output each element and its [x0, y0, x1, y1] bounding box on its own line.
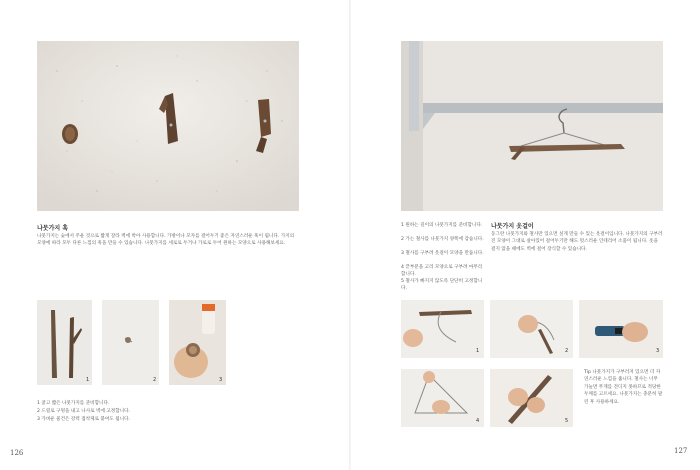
step3-number: 3: [219, 377, 223, 383]
right-intro-step-3: 3 철사를 구부려 옷걸이 모양을 만듭니다.: [401, 251, 484, 256]
right-intro-step-1: 1 원하는 길이의 나뭇가지를 준비합니다.: [401, 223, 483, 228]
hooks-on-wall-photo: [37, 41, 299, 211]
right-intro-step-5: 5 철사가 빠지지 않도록 단단히 고정합니다.: [401, 279, 483, 292]
step1-hanger-photo: [401, 300, 484, 358]
right-intro-step-2: 2 가는 철사를 나뭇가지 양쪽에 감습니다.: [401, 237, 484, 242]
step2-number: 2: [153, 377, 157, 383]
left-caption-3: 3 가벼운 물건은 강력 접착제로 붙여도 됩니다.: [37, 417, 131, 422]
hanger-step3-number: 3: [656, 348, 660, 354]
hanger-on-shelf-photo: [401, 41, 663, 211]
right-intro-step-4: 4 끝부분을 고리 모양으로 구부려 마무리합니다.: [401, 265, 483, 278]
hooks-illustration: [37, 41, 299, 211]
step5-hanger-photo: [490, 369, 573, 427]
step4-hanger-photo: [401, 369, 484, 427]
left-caption-2: 2 드릴로 구멍을 내고 나사로 벽에 고정합니다.: [37, 409, 131, 414]
right-page-number: 127: [674, 447, 688, 455]
step3-hanger-photo: [579, 300, 663, 358]
hanger-step1-number: 1: [476, 348, 480, 354]
step2-hanger-photo: [490, 300, 573, 358]
step2-screw-photo: [102, 300, 159, 385]
right-section-title: 나뭇가지 옷걸이: [491, 223, 534, 230]
hanger-step5-number: 5: [565, 418, 569, 424]
left-body-text: 나뭇가지는 숮에서 주운 것으로 짧게 잘라 벽에 박아 사용합니다. 가방이나 모자를 걸어두기 좋은 자연스러운 훅이 됩니다. 가지의 모양에 따라 모두 다른 느낌의 훅을 만들 수 있습니다. 나뭇가지를 세로로 두거나 가로로 두어 원하는 모양으로 사용해보세요.: [37, 234, 295, 247]
step3-glue-photo: [169, 300, 226, 385]
step1-branch-photo: [37, 300, 92, 385]
right-body-text: 동그란 나뭇가지와 철사만 있으면 싶게 만들 수 있는 옷걸이입니다. 나뭇가지의 구부러진 모양이 그대로 살아있어 걸어두기만 해도 멋스러운 인테리어 소품이 됩니다. 옷을 걸지 않을 때에도 벽에 걸어 장식할 수 있습니다.: [491, 232, 663, 252]
book-gutter: [349, 0, 351, 470]
left-caption-1: 1 굵고 짧은 나뭇가지를 준비합니다.: [37, 401, 110, 406]
hanger-step4-number: 4: [476, 418, 480, 424]
hanger-step2-number: 2: [565, 348, 569, 354]
left-section-title: 나뭇가지 훅: [37, 225, 69, 232]
left-page-number: 126: [10, 449, 24, 457]
step1-number: 1: [86, 377, 90, 383]
right-side-note: Tip 나뭇가지가 구부러져 있으면 더 자연스러운 느낌을 줍니다. 철사는 너무 가늘면 무게를 견디지 못하므로 적당한 두께를 고르세요. 나뭇가지는 충분히 말린 후 사용하세요.: [584, 370, 663, 405]
